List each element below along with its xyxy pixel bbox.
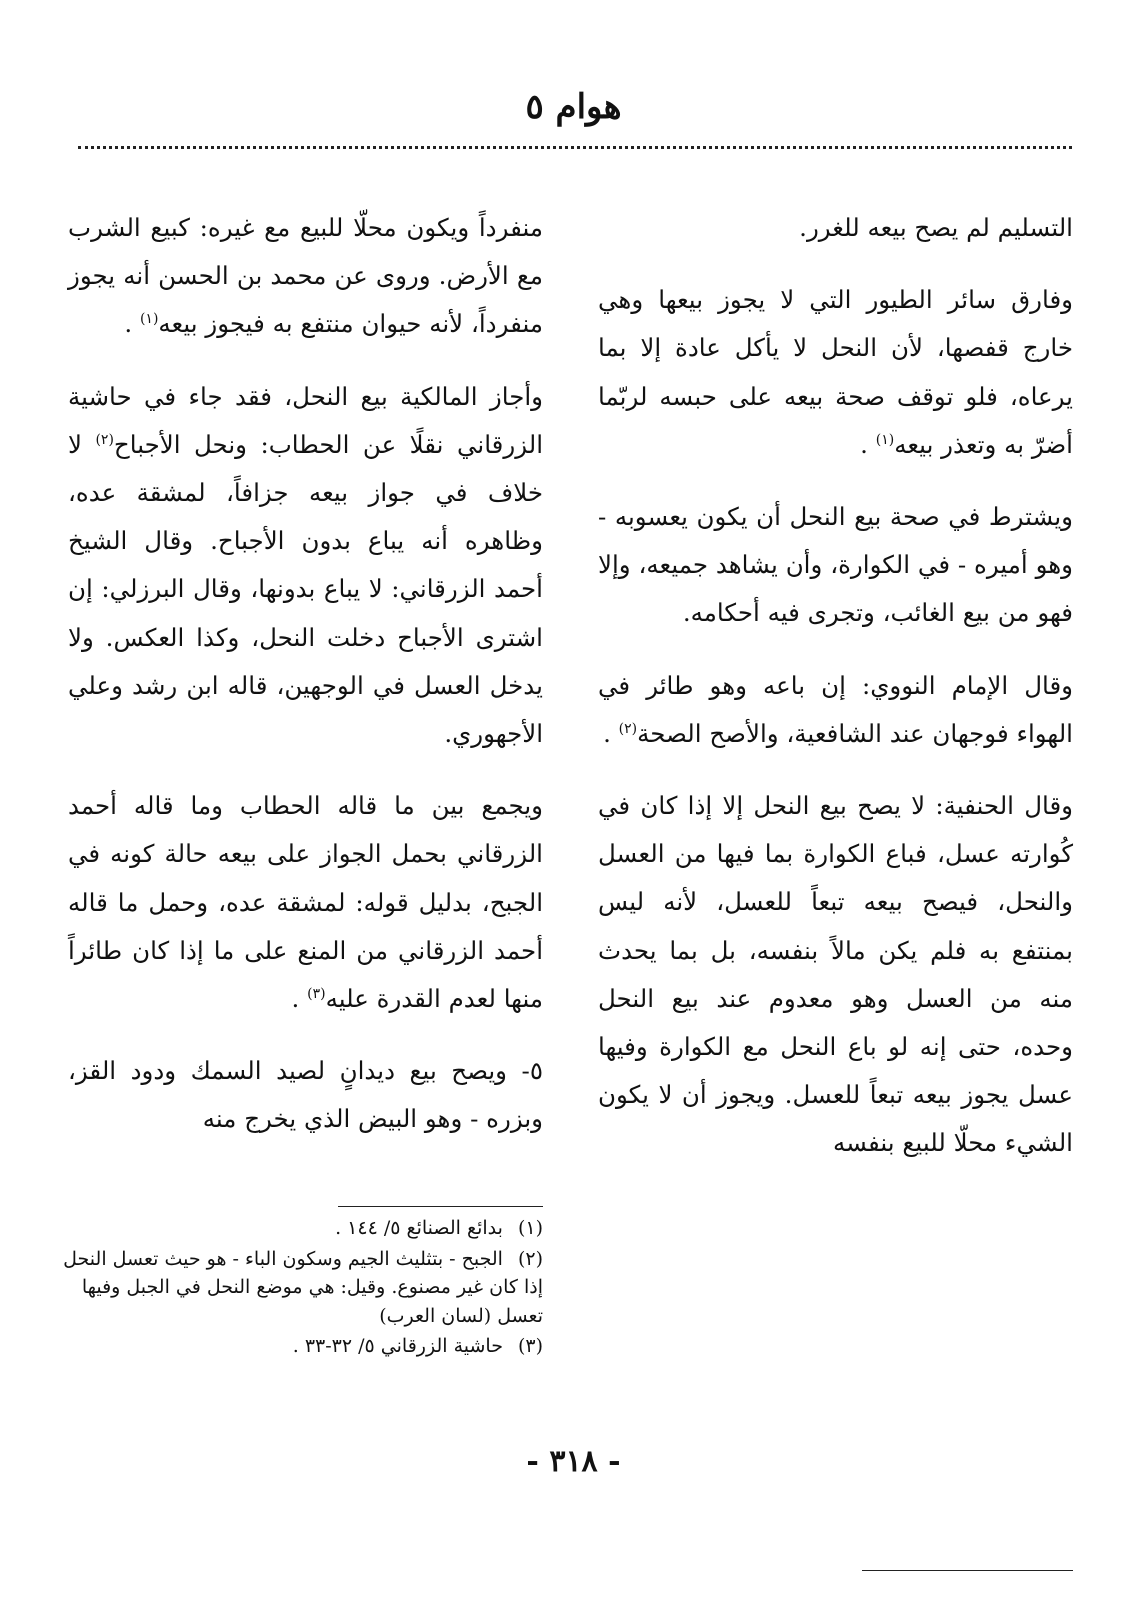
left-column	[68, 204, 543, 1168]
footnote-separator	[862, 1570, 1073, 1571]
footnote	[60, 1245, 543, 1331]
footnote-separator	[338, 1206, 543, 1207]
paragraph: وفارق سائر الطيور التي لا يجوز بيعها وهي خارج قفصها، لأن النحل لا يأكل عادة إلا بما يرعاه، فلو توقف صحة بيعه على حبسه لربّما أضرّ به وتعذر بيعه$^{(١)}$ .	[598, 285, 1073, 459]
right-column	[598, 204, 1073, 1192]
paragraph: ويجمع بين ما قاله الحطاب وما قاله أحمد الزرقاني بحمل الجواز على بيعه حالة كونه في الجبح، بدليل قوله: لمشقة عده، وحمل ما قاله أحمد الزرقاني من المنع على ما إذا كان طائراً منها لعدم القدرة عليه$^{(٣)}$ .	[68, 791, 543, 1014]
footnote	[60, 1214, 543, 1243]
page-header-title: هوام ٥	[525, 87, 622, 127]
footnote-text: حاشية الزرقاني ٥/ ٣٢-٣٣ .	[292, 1335, 503, 1357]
footnote-text: بدائع الصنائع ٥/ ١٤٤ .	[335, 1217, 503, 1239]
footnote-ref[interactable]: (١)	[875, 431, 895, 448]
page-number: - ٣١٨ -	[526, 1444, 621, 1479]
paragraph: وأجاز المالكية بيع النحل، فقد جاء في حاشية الزرقاني نقلًا عن الحطاب: ونحل الأجباح$^{(٢)}$ لا خلاف في جواز بيعه جزافاً، لمشقة عده، وظاهره أنه يباع بدون الأجباح. وقال الشيخ أحمد الزرقاني: لا يباع بدونها، وقال البرزلي: إن اشترى الأجباح دخلت النحل، وكذا العكس. ولا يدخل العسل في الوجهين، قاله ابن رشد وعلي الأجهوري.	[68, 381, 543, 749]
footnote-number: (٣)	[517, 1335, 543, 1357]
footnote-ref[interactable]: (٣)	[307, 985, 326, 1002]
footnote-ref[interactable]: (٢)	[95, 431, 114, 448]
paragraph: منفرداً ويكون محلّا للبيع مع غيره: كبيع الشرب مع الأرض. وروى عن محمد بن الحسن أنه يجوز منفرداً، لأنه حيوان منتفع به فيجوز بيعه$^{(١)}$ .	[68, 213, 543, 339]
header-dotted-rule	[78, 146, 1072, 149]
paragraph: ويشترط في صحة بيع النحل أن يكون يعسوبه - وهو أميره - في الكوارة، وأن يشاهد جميعه، وإلا فهو من بيع الغائب، وتجرى فيه أحكامه.	[598, 502, 1073, 628]
paragraph: التسليم لم يصح بيعه للغرر.	[799, 213, 1073, 242]
footnote-number: (٢)	[517, 1247, 543, 1270]
footnote-ref[interactable]: (٢)	[618, 720, 638, 737]
footnote-ref[interactable]: (١)	[139, 311, 159, 328]
paragraph: ٥- ويصح بيع ديدانٍ لصيد السمك ودود القز، وبزره - وهو البيض الذي يخرج منه	[68, 1056, 543, 1134]
footnote	[60, 1332, 543, 1361]
paragraph: وقال الحنفية: لا يصح بيع النحل إلا إذا كان في كُوارته عسل، فباع الكوارة بما فيها من العسل والنحل، فيصح بيعه تبعاً للعسل، لأنه ليس بمنتفع به فلم يكن مالاً بنفسه، بل بما يحدث منه من العسل وهو معدوم عند بيع النحل وحده، حتى إنه لو باع النحل مع الكوارة وفيها عسل يجوز بيعه تبعاً للعسل. ويجوز أن لا يكون الشيء محلّا للبيع بنفسه	[598, 791, 1073, 1158]
footnote-text: الجبح - بتثليث الجيم وسكون الباء - هو حيث تعسل النحل إذا كان غير مصنوع. وقيل: هي موضع النحل في الجبل وفيها تعسل (لسان العرب)	[63, 1247, 543, 1327]
paragraph: وقال الإمام النووي: إن باعه وهو طائر في الهواء فوجهان عند الشافعية، والأصح الصحة$^{(٢)}$ .	[598, 670, 1073, 748]
footnote-number: (١)	[517, 1217, 543, 1239]
footnotes-left	[60, 1214, 543, 1363]
